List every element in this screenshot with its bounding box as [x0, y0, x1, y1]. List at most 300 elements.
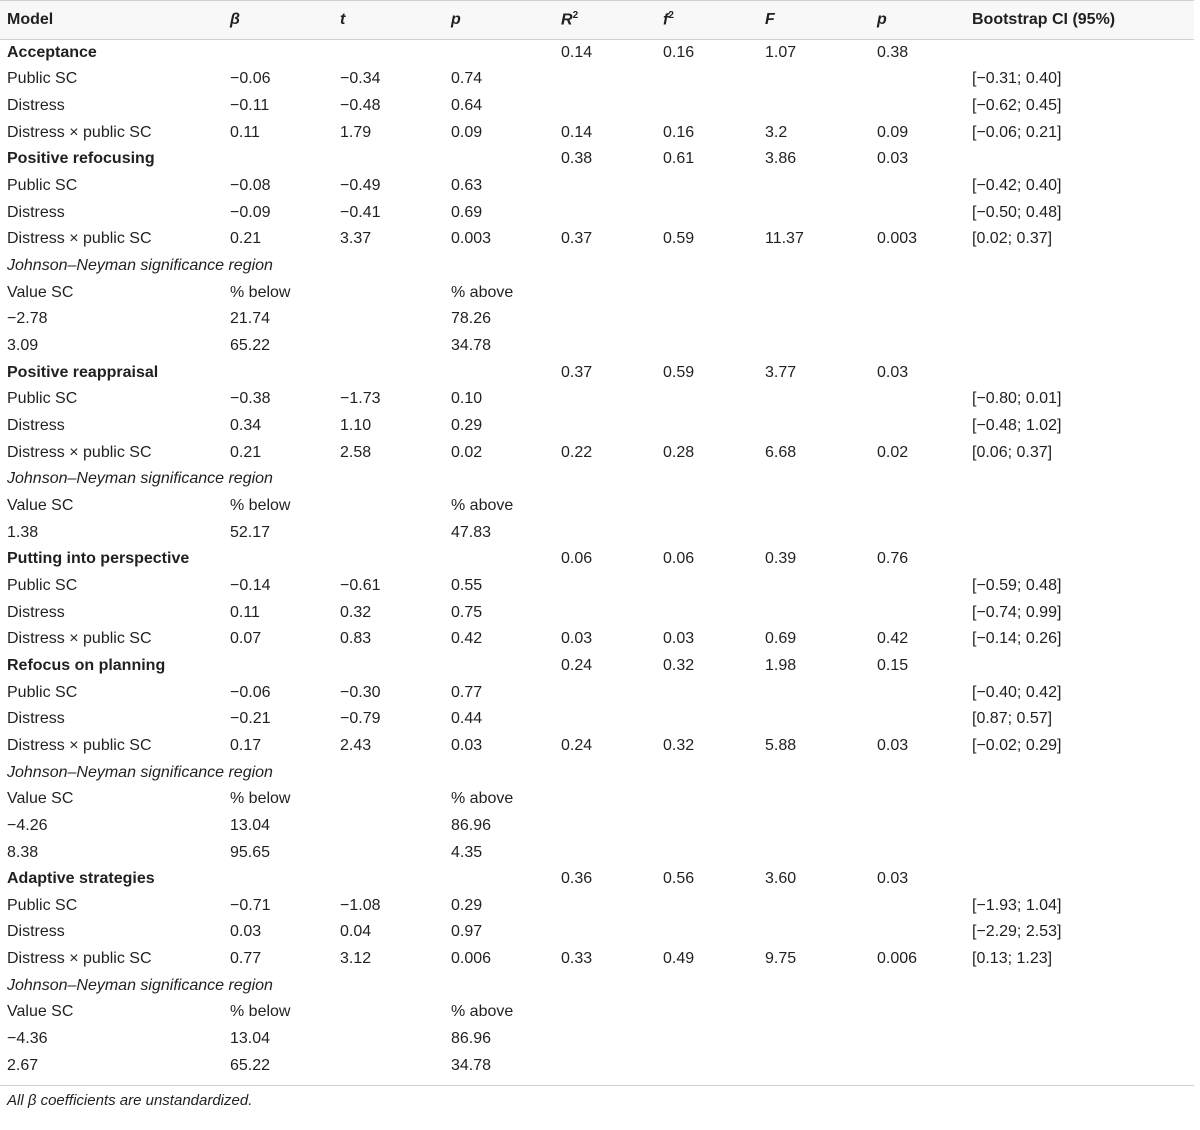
table-cell [758, 173, 870, 200]
table-cell [656, 759, 758, 786]
table-cell: 0.32 [340, 603, 372, 621]
table-cell: 0.02 [877, 443, 909, 461]
table-cell [758, 679, 870, 706]
table-cell: 0.006 [877, 950, 918, 968]
table-cell: 0.42 [451, 630, 483, 648]
table-cell [554, 839, 656, 866]
table-cell: 95.65 [230, 843, 271, 861]
table-cell [870, 599, 965, 626]
table-cell [223, 546, 333, 573]
table-cell: −0.21 [230, 710, 271, 728]
table-cell [333, 333, 444, 360]
table-cell: [−0.06; 0.21] [972, 123, 1062, 141]
column-header-7 [870, 1, 965, 40]
row-label-cell: Distress [7, 97, 65, 115]
table-cell [554, 786, 656, 813]
subsection-row [0, 253, 1194, 280]
table-cell [333, 839, 444, 866]
table-cell [758, 333, 870, 360]
table-cell: 0.33 [561, 950, 593, 968]
table-cell [554, 599, 656, 626]
table-cell [965, 306, 1194, 333]
table-cell [656, 306, 758, 333]
table-cell [444, 546, 554, 573]
table-cell [758, 66, 870, 93]
table-cell [444, 653, 554, 680]
table-cell [444, 866, 554, 893]
table-cell [870, 333, 965, 360]
table-cell: [0.06; 0.37] [972, 443, 1053, 461]
table-cell [656, 413, 758, 440]
table-cell: 0.10 [451, 390, 483, 408]
table-cell [965, 972, 1194, 999]
table-cell: 0.03 [877, 870, 909, 888]
table-cell: −1.08 [340, 896, 381, 914]
table-cell: 65.22 [230, 337, 271, 355]
table-cell [758, 493, 870, 520]
table-cell [333, 866, 444, 893]
table-cell [554, 253, 656, 280]
row-label-cell: Distress × public SC [7, 443, 152, 461]
table-cell [656, 253, 758, 280]
table-cell: 0.24 [561, 736, 593, 754]
table-cell: [−0.42; 0.40] [972, 177, 1062, 195]
row-label-cell: Johnson–Neyman significance region [7, 257, 273, 275]
table-row [0, 119, 1194, 146]
table-row [0, 66, 1194, 93]
row-label-cell: Distress [7, 603, 65, 621]
table-cell: 0.09 [877, 123, 909, 141]
table-cell [758, 306, 870, 333]
table-cell [223, 653, 333, 680]
table-cell: 0.97 [451, 923, 483, 941]
table-cell: 2.58 [340, 443, 372, 461]
table-cell [870, 839, 965, 866]
table-cell [554, 813, 656, 840]
table-cell [656, 333, 758, 360]
table-cell: 0.32 [663, 656, 695, 674]
table-cell: % above [451, 283, 514, 301]
column-header-symbol: R [561, 11, 573, 29]
column-header-symbol: β [230, 11, 240, 28]
table-cell [758, 253, 870, 280]
table-cell: 1.10 [340, 417, 372, 435]
table-cell [554, 93, 656, 120]
table-cell: 0.21 [230, 230, 262, 248]
table-cell: [−0.62; 0.45] [972, 97, 1062, 115]
table-cell: [−0.48; 1.02] [972, 417, 1062, 435]
row-label-cell: Distress × public SC [7, 123, 152, 141]
row-label-cell: Public SC [7, 683, 78, 701]
table-row [0, 226, 1194, 253]
table-cell [758, 93, 870, 120]
table-cell [554, 1052, 656, 1079]
table-cell: % above [451, 496, 514, 514]
table-cell: 0.49 [663, 950, 695, 968]
table-cell [656, 813, 758, 840]
table-row [0, 599, 1194, 626]
table-cell [554, 493, 656, 520]
table-row [0, 813, 1194, 840]
table-cell: 0.59 [663, 363, 695, 381]
table-cell [554, 199, 656, 226]
section-row [0, 546, 1194, 573]
table-cell [656, 706, 758, 733]
table-cell: 0.11 [230, 603, 260, 621]
table-cell: [−2.29; 2.53] [972, 923, 1062, 941]
table-row [0, 306, 1194, 333]
table-cell [656, 839, 758, 866]
table-cell: % above [451, 1003, 514, 1021]
table-cell: −1.73 [340, 390, 381, 408]
table-cell: [−0.74; 0.99] [972, 603, 1062, 621]
table-cell [758, 759, 870, 786]
table-cell [656, 279, 758, 306]
table-cell [656, 679, 758, 706]
table-cell [656, 519, 758, 546]
table-cell [656, 919, 758, 946]
table-cell [333, 759, 444, 786]
table-cell [333, 999, 444, 1026]
table-cell [870, 1052, 965, 1079]
table-cell: 0.61 [663, 150, 695, 168]
column-header-text: Model [7, 11, 54, 28]
table-cell [870, 786, 965, 813]
column-header-superscript: 2 [572, 10, 579, 22]
table-cell: 0.63 [451, 177, 483, 195]
table-cell [758, 893, 870, 920]
table-cell [870, 306, 965, 333]
table-row [0, 93, 1194, 120]
table-cell: 0.003 [451, 230, 492, 248]
table-cell [333, 1026, 444, 1053]
table-cell: 0.06 [663, 550, 695, 568]
table-cell: 1.98 [765, 656, 797, 674]
section-row [0, 146, 1194, 173]
row-label-cell: Value SC [7, 283, 74, 301]
table-cell: 5.88 [765, 736, 797, 754]
table-cell [554, 333, 656, 360]
table-cell [870, 1026, 965, 1053]
table-cell: 3.37 [340, 230, 372, 248]
column-header-symbol: F [765, 11, 775, 28]
table-cell: 0.15 [877, 656, 909, 674]
table-row [0, 706, 1194, 733]
table-cell: 0.03 [663, 630, 695, 648]
table-cell [444, 146, 554, 173]
row-label-cell: Value SC [7, 496, 74, 514]
table-cell [656, 386, 758, 413]
table-cell [444, 40, 554, 67]
table-cell: 0.003 [877, 230, 918, 248]
table-cell [870, 813, 965, 840]
table-cell: 0.32 [663, 736, 695, 754]
table-cell [965, 999, 1194, 1026]
table-cell [870, 706, 965, 733]
table-cell: [0.13; 1.23] [972, 950, 1053, 968]
table-cell: 0.03 [561, 630, 593, 648]
table-cell [554, 413, 656, 440]
table-cell: 3.12 [340, 950, 372, 968]
table-cell: −0.79 [340, 710, 381, 728]
table-cell [554, 66, 656, 93]
table-cell [656, 466, 758, 493]
table-cell [554, 999, 656, 1026]
table-cell: [−0.59; 0.48] [972, 576, 1062, 594]
table-row [0, 279, 1194, 306]
table-cell: 0.21 [230, 443, 262, 461]
table-cell: 0.17 [230, 736, 262, 754]
table-row [0, 999, 1194, 1026]
table-cell [554, 706, 656, 733]
table-cell [758, 813, 870, 840]
table-cell [758, 706, 870, 733]
table-cell [444, 359, 554, 386]
table-cell [223, 40, 333, 67]
row-label-cell: Distress [7, 417, 65, 435]
table-cell [656, 1052, 758, 1079]
table-cell: 1.07 [765, 44, 797, 62]
table-cell [554, 519, 656, 546]
table-row [0, 573, 1194, 600]
table-cell [554, 1026, 656, 1053]
table-cell [758, 413, 870, 440]
table-cell [870, 93, 965, 120]
table-cell: 0.75 [451, 603, 483, 621]
table-cell [965, 839, 1194, 866]
table-cell [656, 66, 758, 93]
subsection-row [0, 759, 1194, 786]
table-cell: 86.96 [451, 1030, 492, 1048]
row-label-cell: 2.67 [7, 1056, 39, 1074]
table-row [0, 199, 1194, 226]
table-cell [333, 466, 444, 493]
row-label-cell: Adaptive strategies [7, 870, 155, 888]
table-cell [223, 146, 333, 173]
row-label-cell: Public SC [7, 896, 78, 914]
table-cell: 0.03 [230, 923, 262, 941]
table-cell [554, 759, 656, 786]
table-cell [444, 972, 554, 999]
table-cell [333, 519, 444, 546]
table-row [0, 439, 1194, 466]
table-cell [965, 866, 1194, 893]
table-cell [758, 972, 870, 999]
row-label-cell: Distress × public SC [7, 950, 152, 968]
table-row [0, 626, 1194, 653]
table-cell: 0.04 [340, 923, 372, 941]
table-cell [223, 359, 333, 386]
table-cell: −0.34 [340, 70, 381, 88]
table-cell: 0.16 [663, 44, 695, 62]
table-cell [656, 786, 758, 813]
column-header-4 [554, 1, 656, 40]
table-cell: [0.87; 0.57] [972, 710, 1053, 728]
table-cell [965, 493, 1194, 520]
table-cell [965, 253, 1194, 280]
table-cell: [−0.80; 0.01] [972, 390, 1062, 408]
table-cell [758, 919, 870, 946]
table-cell [444, 253, 554, 280]
table-cell: 1.79 [340, 123, 372, 141]
table-row [0, 839, 1194, 866]
table-cell [333, 306, 444, 333]
table-cell [554, 919, 656, 946]
table-cell [656, 573, 758, 600]
table-cell: 0.59 [663, 230, 695, 248]
table-cell [656, 599, 758, 626]
table-cell [333, 279, 444, 306]
table-cell: 3.2 [765, 123, 788, 141]
table-cell [965, 653, 1194, 680]
table-cell: 78.26 [451, 310, 492, 328]
table-row [0, 786, 1194, 813]
table-cell: 0.38 [561, 150, 593, 168]
row-label-cell: Putting into perspective [7, 550, 190, 568]
table-cell [758, 839, 870, 866]
table-cell: 0.56 [663, 870, 695, 888]
table-cell: 0.69 [765, 630, 797, 648]
table-cell [333, 546, 444, 573]
table-cell: [−0.31; 0.40] [972, 70, 1062, 88]
table-cell [333, 813, 444, 840]
table-cell: −0.71 [230, 896, 271, 914]
table-cell [870, 519, 965, 546]
table-row [0, 173, 1194, 200]
table-cell [656, 972, 758, 999]
table-cell [444, 466, 554, 493]
row-label-cell: Refocus on planning [7, 656, 166, 674]
table-cell: 0.38 [877, 44, 909, 62]
table-row [0, 333, 1194, 360]
table-row [0, 1052, 1194, 1079]
table-cell [758, 1026, 870, 1053]
table-cell [965, 146, 1194, 173]
row-label-cell: Acceptance [7, 44, 97, 62]
table-cell [656, 999, 758, 1026]
table-cell [333, 253, 444, 280]
table-cell [758, 573, 870, 600]
table-cell: 0.29 [451, 417, 483, 435]
table-cell [554, 306, 656, 333]
table-header-row [0, 1, 1194, 40]
row-label-cell: Public SC [7, 390, 78, 408]
table-cell [870, 493, 965, 520]
row-label-cell: Johnson–Neyman significance region [7, 470, 273, 488]
table-cell: 0.39 [765, 550, 797, 568]
column-header-5 [656, 1, 758, 40]
table-cell [554, 466, 656, 493]
table-cell [554, 573, 656, 600]
table-cell [554, 386, 656, 413]
row-label-cell: Distress [7, 923, 65, 941]
table-cell [758, 279, 870, 306]
table-cell: 0.24 [561, 656, 593, 674]
row-label-cell: 3.09 [7, 337, 39, 355]
table-cell: 0.44 [451, 710, 483, 728]
table-cell: −0.11 [230, 97, 270, 115]
table-cell: 11.37 [765, 230, 804, 248]
table-cell [333, 40, 444, 67]
table-cell: 0.22 [561, 443, 593, 461]
table-cell [333, 1052, 444, 1079]
table-cell: −0.61 [340, 576, 381, 594]
table-cell [870, 759, 965, 786]
table-cell: 0.16 [663, 123, 695, 141]
table-cell [758, 199, 870, 226]
table-cell [870, 386, 965, 413]
table-cell: −0.30 [340, 683, 381, 701]
table-cell [965, 546, 1194, 573]
row-label-cell: −4.26 [7, 816, 48, 834]
table-cell [758, 386, 870, 413]
table-cell: 0.02 [451, 443, 483, 461]
table-cell: [−0.02; 0.29] [972, 736, 1062, 754]
table-cell [965, 813, 1194, 840]
table-cell [656, 199, 758, 226]
table-cell: 2.43 [340, 736, 372, 754]
table-row [0, 919, 1194, 946]
table-cell [870, 999, 965, 1026]
table-cell [965, 359, 1194, 386]
table-cell: 0.42 [877, 630, 909, 648]
row-label-cell: −2.78 [7, 310, 48, 328]
table-cell: 47.83 [451, 523, 492, 541]
row-label-cell: Distress × public SC [7, 630, 152, 648]
table-row [0, 413, 1194, 440]
column-header-1 [223, 1, 333, 40]
table-footnote: All β coefficients are unstandardized. [7, 1092, 253, 1110]
column-header-6 [758, 1, 870, 40]
table-cell [333, 972, 444, 999]
table-cell [554, 893, 656, 920]
table-cell: 0.37 [561, 230, 593, 248]
table-cell: 0.14 [561, 123, 593, 141]
row-label-cell: Distress × public SC [7, 736, 152, 754]
subsection-row [0, 972, 1194, 999]
table-cell: 0.34 [230, 417, 262, 435]
table-cell: 0.83 [340, 630, 372, 648]
column-header-superscript: 2 [668, 10, 674, 22]
table-row [0, 386, 1194, 413]
table-cell [870, 66, 965, 93]
table-cell: 0.03 [451, 736, 483, 754]
table-row [0, 1026, 1194, 1053]
table-cell [333, 359, 444, 386]
table-row [0, 679, 1194, 706]
table-cell: 13.04 [230, 1030, 271, 1048]
table-cell: [0.02; 0.37] [972, 230, 1053, 248]
table-cell: 0.77 [451, 683, 483, 701]
table-cell [870, 199, 965, 226]
table-cell [758, 519, 870, 546]
table-cell: 0.14 [561, 44, 593, 62]
table-cell [333, 493, 444, 520]
column-header-3 [444, 1, 554, 40]
table-cell: 6.68 [765, 443, 797, 461]
table-cell [870, 413, 965, 440]
column-header-2 [333, 1, 444, 40]
table-cell [965, 786, 1194, 813]
section-row [0, 653, 1194, 680]
table-cell: 34.78 [451, 337, 492, 355]
table-cell [758, 786, 870, 813]
table-cell: 0.28 [663, 443, 695, 461]
table-cell [554, 972, 656, 999]
table-cell [656, 493, 758, 520]
table-cell: −0.06 [230, 683, 271, 701]
section-row [0, 40, 1194, 67]
